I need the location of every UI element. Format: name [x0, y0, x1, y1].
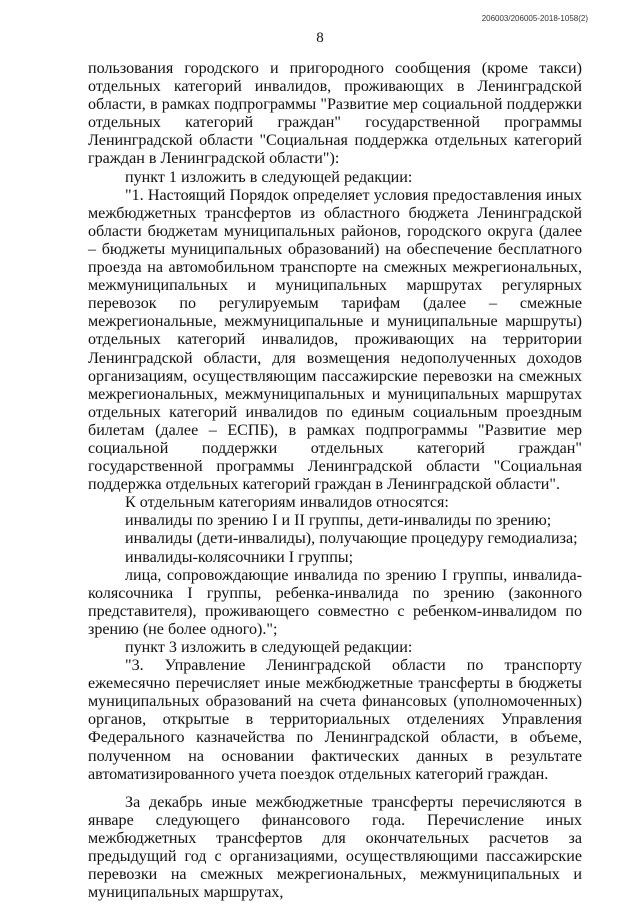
paragraph-category-wheelchair: инвалиды-колясочники I группы;: [125, 548, 354, 566]
paragraph-category-hemodialysis: инвалиды (дети-инвалиды), получающие процедуру гемодиализа;: [125, 530, 578, 548]
paragraph-categories-heading: К отдельным категориям инвалидов относятся:: [125, 494, 449, 512]
paragraph-point-3-heading: пункт 3 изложить в следующей редакции:: [125, 639, 413, 656]
paragraph-intro: пользования городского и пригородного сообщения (кроме такси) отдельных категорий инвалидов, проживающих в Ленинградской области, в рамках подпрограммы "Развитие мер социальной поддержки отдельных категорий граждан" государственной программы Ленинградской области "Социальная поддержка отдельных категорий граждан в Ленинградской области"):: [88, 60, 582, 168]
document-code: 206003/206005-2018-1058(2): [481, 14, 588, 23]
paragraph-point-1-heading: пункт 1 изложить в следующей редакции:: [125, 168, 413, 186]
paragraph-point-3-text: "3. Управление Ленинградской области по транспорту ежемесячно перечисляет иные межбюджетные трансферты в бюджеты муниципальных образований на счета финансовых (уполномоченных) органов, открытые в территориальных отделениях Управления Федерального казначейства по Ленинградской области, в объеме, полученном на основании фактических данных в результате автоматизированного учета поездок отдельных категорий граждан.: [88, 657, 582, 783]
paragraph-december-transfers: За декабрь иные межбюджетные трансферты перечисляются в январе следующего финансового года. Перечисление иных межбюджетных трансфертов для окончательных расчетов за предыдущий год с организациями, осуществляющими пассажирские перевозки на смежных межрегиональных, межмуниципальных и муниципальных маршрутах,: [88, 793, 582, 902]
page-number: 8: [316, 30, 324, 46]
paragraph-category-vision: инвалиды по зрению I и II группы, дети-инвалиды по зрению;: [125, 512, 552, 530]
paragraph-category-companions: лица, сопровождающие инвалида по зрению I группы, инвалида-колясочника I группы, ребенка-инвалида по зрению (законного представителя), проживающего совместно с ребенком-инвалидом по зрению (не более одного).";: [88, 566, 582, 638]
paragraph-point-1-text: "1. Настоящий Порядок определяет условия предоставления иных межбюджетных трансфертов из областного бюджета Ленинградской области бюджетам муниципальных районов, городского округа (далее – бюджеты муниципальных образований) на обеспечение бесплатного проезда на автомобильном транспорте на смежных межрегиональных, межмуниципальных и муниципальных маршрутах регулярных перевозок по регулируемым тарифам (далее – смежные межрегиональные, межмуниципальные и муниципальные маршруты) отдельных категорий инвалидов, проживающих на территории Ленинградской области, для возмещения недополученных доходов организациям, осуществляющим пассажирские перевозки на смежных межрегиональных, межмуниципальных и муниципальных маршрутах отдельных категорий инвалидов по единым социальным проездным билетам (далее – ЕСПБ), в рамках подпрограммы "Развитие мер социальной поддержки отдельных категорий граждан" государственной программы Ленинградской области "Социальная поддержка отдельных категорий граждан в Ленинградской области".: [88, 186, 582, 494]
document-body: [88, 60, 582, 902]
